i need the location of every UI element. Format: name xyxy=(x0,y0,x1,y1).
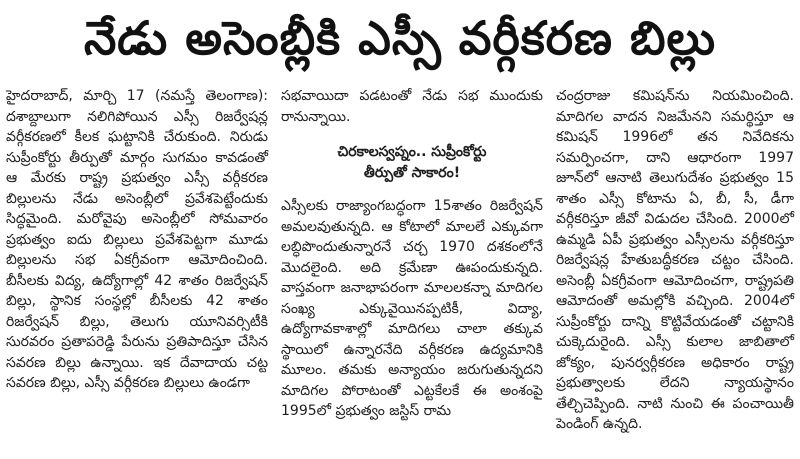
headline: నేడు అసెంబ్లీకి ఎస్సీ వర్గీకరణ బిల్లు xyxy=(83,11,717,65)
column-1-text: హైదరాబాద్, మార్చి 17 (నమస్తే తెలంగాణ): దశాబ్దాలుగా నలిగిపోయిన ఎస్సీ రిజర్వేషన్ల వర్గీకరణలో కీలక ఘట్టానికి చేరుకుంది. నిరుడు సుప్రీంకోర్టు తీర్పుతో మార్గం సుగమం కావడంతో ఆ మేరకు రాష్ట్ర ప్రభుత్వం ఎస్సీ వర్గీకరణ బిల్లులను నేడు అసెంబ్లీలో ప్రవేశపెట్టేందుకు సిద్ధమైంది. మరోవైపు అసెంబ్లీలో సోమవారం ప్రభుత్వం ఐదు బిల్లులు ప్రవేశపెట్టగా మూడు బిల్లులను సభ ఏకగ్రీవంగా ఆమోదించింది. బీసీలకు విద్య, ఉద్యోగాల్లో 42 శాతం రిజర్వేషన్ బిల్లు, స్థానిక సంస్థల్లో బీసీలకు 42 శాతం రిజర్వేషన్ బిల్లు, తెలుగు యూనివర్సిటీకి సురవరం ప్రతాపరెడ్డి పేరును ప్రతిపాదిస్తూ చేసిన సవరణ బిల్లు ఉన్నాయి. ఇక దేవాదాయ చట్ట సవరణ బిల్లు, ఎస్సీ వర్గీకరణ బిల్లులు ఉండగా xyxy=(6,88,268,391)
article-column-3 xyxy=(556,86,794,435)
subheading-line-2: తీర్పుతో సాకారం! xyxy=(363,165,461,181)
subheading-line-1: చిరకాలస్వప్నం.. సుప్రీంకోర్టు xyxy=(337,144,487,160)
article-column-2 xyxy=(281,86,543,422)
column-2-intro: సభవాయిదా పడటంతో నేడు సభ ముందుకు రానున్నాయి. xyxy=(281,88,543,125)
subheading xyxy=(281,142,543,184)
column-2-text: ఎస్సీలకు రాజ్యాంగబద్ధంగా 15శాతం రిజర్వేషన్ అమలవుతున్నది. ఆ కోటాలో మాలలే ఎక్కువగా లబ్ధిపొందుతున్నారనే చర్చ 1970 దశకంలోనే మొదలైంది. అది క్రమేణా ఊపందుకున్నది. వాస్తవంగా జనాభాపరంగా మాలలకన్నా మాదిగల సంఖ్య ఎక్కువైయినప్పటికీ, విద్యా, ఉద్యోగావకాశాల్లో మాదిగలు చాలా తక్కువ స్థాయిలో ఉన్నారనేది వర్గీకరణ ఉద్యమానికి మూలం. తమకు అన్యాయం జరుగుతున్నదని మాదిగల పోరాటంతో ఎట్టకేలకే ఈ అంశంపై 1995లో ప్రభుత్వం జస్టిస్ రామ xyxy=(281,198,543,419)
column-3-text: చంద్రరాజు కమిషన్‌ను నియమించింది. మాదిగల వాదన నిజమేనని సమర్థిస్తూ ఆ కమిషన్ 1996లో తన నివేదికను సమర్పించగా, దాని ఆధారంగా 1997 జూన్‌లో ఆనాటి తెలుగుదేశం ప్రభుత్వం 15 శాతం ఎస్సీ కోటాను ఏ, బీ, సీ, డీగా వర్గీకరిస్తూ జీవో విడుదల చేసింది. 2000లో ఉమ్మడి ఏపీ ప్రభుత్వం ఎస్సీలను వర్గీకరిస్తూ రిజర్వేషన్ల హేతుబద్ధీకరణ చట్టం చేసింది. అసెంబ్లీ ఏకగ్రీవంగా ఆమోదించగా, రాష్ట్రపతి ఆమోదంతో అమల్లోకి వచ్చింది. 2004లో సుప్రీంకోర్టు దాన్ని కొట్టివేయడంతో చట్టానికి చుక్కెదురైంది. ఎస్సీ కులాల జాబితాలో జోక్యం, పునర్వర్గీకరణ అధికారం రాష్ట్ర ప్రభుత్వాలకు లేదని న్యాయస్థానం తేల్చిచెప్పింది. నాటి నుంచి ఈ పంచాయితీ పెండింగ్ ఉన్నది. xyxy=(556,88,794,432)
article-column-1 xyxy=(6,86,268,394)
